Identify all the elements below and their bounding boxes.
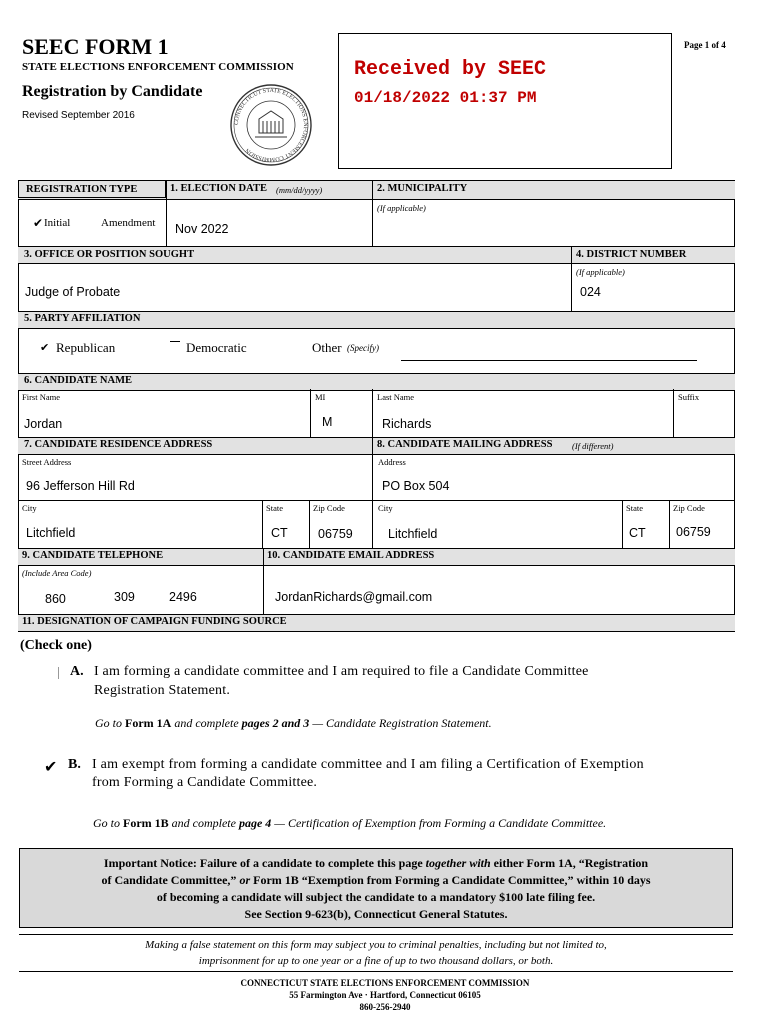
initial-option-label: Initial (44, 217, 71, 229)
first-name-label: First Name (22, 392, 61, 402)
option-b-checkmark-icon[interactable]: ✔ (44, 759, 58, 776)
residence-zip-value[interactable]: 06759 (318, 527, 353, 541)
street-address-label: Street Address (22, 457, 72, 467)
option-a-text-cont: Registration Statement. (94, 683, 231, 698)
other-option-label: Other (312, 340, 342, 355)
democratic-checkbox[interactable] (170, 341, 180, 342)
check-one-label: (Check one) (20, 638, 92, 653)
mi-label: MI (315, 392, 326, 402)
stamp-date-text: 01/18/2022 01:37 PM (354, 89, 537, 107)
phone-prefix-value[interactable]: 309 (114, 590, 135, 604)
democratic-option-label: Democratic (186, 340, 247, 355)
last-name-value[interactable]: Richards (382, 417, 432, 431)
residence-state-value[interactable]: CT (271, 526, 288, 540)
district-hint: (If applicable) (576, 267, 625, 277)
telephone-label: 9. CANDIDATE TELEPHONE (22, 550, 164, 561)
seal-text: CONNECTICUT STATE ELECTIONS ENFORCEMENT COMMISSION (233, 87, 309, 163)
office-value[interactable]: Judge of Probate (25, 285, 121, 299)
election-date-label: 1. ELECTION DATE (170, 183, 267, 194)
mailing-city-label: City (378, 503, 393, 513)
initial-checkmark-icon[interactable]: ✔ (33, 216, 44, 230)
mailing-zip-label: Zip Code (673, 503, 705, 513)
stamp-received-text: Received by SEEC (354, 58, 547, 81)
candidate-name-label: 6. CANDIDATE NAME (24, 375, 133, 386)
election-date-value[interactable]: Nov 2022 (175, 222, 229, 236)
residence-street-value[interactable]: 96 Jefferson Hill Rd (26, 479, 135, 493)
mailing-state-value[interactable]: CT (629, 526, 646, 540)
email-value[interactable]: JordanRichards@gmail.com (275, 590, 433, 604)
commission-name: STATE ELECTIONS ENFORCEMENT COMMISSION (22, 61, 294, 73)
footer: CONNECTICUT STATE ELECTIONS ENFORCEMENT COMMISSION 55 Farmington Ave · Hartford, Connecticut 06105 860-256-2940 (240, 978, 530, 1012)
option-a-letter: A. (70, 664, 84, 679)
residence-zip-label: Zip Code (313, 503, 345, 513)
residence-city-label: City (22, 503, 37, 513)
important-notice-text: Important Notice: Failure of a candidate to complete this page together with either Form 1A, “Registration of Candidate Committee,” or Form 1B “Exemption from Forming a Candidate Committee,” within 10 days of becoming a candidate will subject the candidate to a mandatory $100 late filing fee. See Section 9-623(b), Connecticut General Statutes. (101, 856, 651, 921)
page-number: Page 1 of 4 (684, 40, 726, 50)
municipality-hint: (If applicable) (377, 203, 426, 213)
form-title: SEEC FORM 1 (22, 34, 169, 59)
municipality-label: 2. MUNICIPALITY (377, 183, 468, 194)
mailing-address-value[interactable]: PO Box 504 (382, 479, 450, 493)
option-a-checkbox[interactable] (58, 667, 59, 679)
option-b-instructions: Go to Form 1B and complete page 4 — Certification of Exemption from Forming a Candidate Committee. (93, 816, 607, 830)
election-date-hint: (mm/dd/yyyy) (276, 185, 323, 195)
residence-city-value[interactable]: Litchfield (26, 526, 76, 540)
option-b-text-cont: from Forming a Candidate Committee. (92, 775, 318, 790)
option-b-text: I am exempt from forming a candidate committee and I am filing a Certification of Exemption (92, 757, 644, 772)
first-name-value[interactable]: Jordan (24, 417, 63, 431)
mailing-state-label: State (626, 503, 643, 513)
office-label: 3. OFFICE OR POSITION SOUGHT (24, 249, 195, 260)
republican-option-label: Republican (56, 340, 116, 355)
amendment-option-label[interactable]: Amendment (101, 217, 156, 229)
false-statement-warning: Making a false statement on this form may subject you to criminal penalties, including but not limited to, imprisonment for up to one year or a fine of up to two thousand dollars, or both. (145, 939, 607, 967)
option-a-instructions: Go to Form 1A and complete pages 2 and 3 — Candidate Registration Statement. (95, 716, 492, 730)
mailing-label: 8. CANDIDATE MAILING ADDRESS (377, 439, 553, 450)
mailing-hint: (If different) (572, 441, 614, 451)
republican-checkmark-icon[interactable]: ✔ (40, 342, 50, 354)
revised-date: Revised September 2016 (22, 110, 135, 121)
mailing-address-label: Address (378, 457, 406, 467)
other-specify-input[interactable] (401, 360, 697, 361)
option-b-letter: B. (68, 757, 81, 772)
mailing-city-value[interactable]: Litchfield (388, 527, 438, 541)
funding-source-label: 11. DESIGNATION OF CAMPAIGN FUNDING SOURCE (22, 616, 287, 627)
registration-type-label: REGISTRATION TYPE (26, 184, 138, 195)
district-label: 4. DISTRICT NUMBER (576, 249, 687, 260)
last-name-label: Last Name (377, 392, 415, 402)
party-label: 5. PARTY AFFILIATION (24, 313, 141, 324)
district-value[interactable]: 024 (580, 285, 601, 299)
residence-label: 7. CANDIDATE RESIDENCE ADDRESS (24, 439, 213, 450)
residence-state-label: State (266, 503, 283, 513)
other-specify-hint: (Specify) (347, 343, 379, 353)
option-a-text: I am forming a candidate committee and I am required to file a Candidate Committee (94, 664, 589, 679)
seal-icon (229, 83, 313, 167)
form-subtitle: Registration by Candidate (22, 83, 203, 100)
suffix-label: Suffix (678, 392, 700, 402)
email-label: 10. CANDIDATE EMAIL ADDRESS (267, 550, 435, 561)
mailing-zip-value[interactable]: 06759 (676, 525, 711, 539)
phone-area-value[interactable]: 860 (45, 592, 66, 606)
mi-value[interactable]: M (322, 415, 333, 429)
telephone-hint: (Include Area Code) (22, 568, 92, 578)
phone-line-value[interactable]: 2496 (169, 590, 197, 604)
